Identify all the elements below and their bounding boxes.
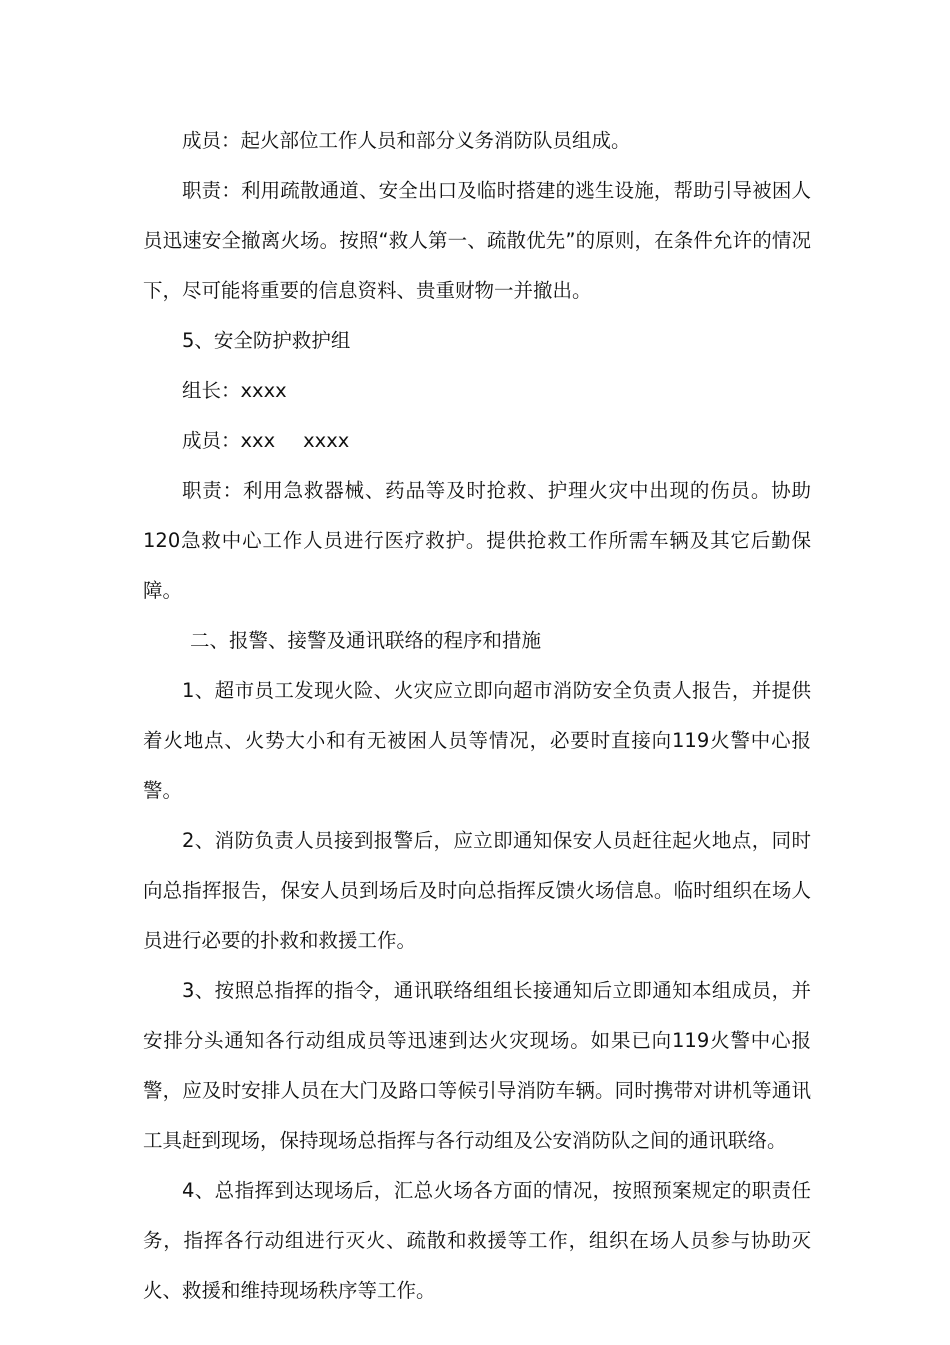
paragraph-step-1: 1、超市员工发现火险、火灾应立即向超市消防安全负责人报告，并提供着火地点、火势大小和有无被困人员等情况，必要时直接向119火警中心报警。 (143, 679, 811, 802)
paragraph-step-3: 3、按照总指挥的指令，通讯联络组组长接通知后立即通知本组成员，并安排分头通知各行动组成员等迅速到达火灾现场。如果已向119火警中心报警，应及时安排人员在大门及路口等候引导消防车辆。同时携带对讲机等通讯工具赶到现场，保持现场总指挥与各行动组及公安消防队之间的通讯联络。 (143, 979, 811, 1152)
group5-members-extra: xxxx (303, 429, 350, 452)
section-title-group5: 5、安全防护救护组 (182, 329, 351, 352)
document-body (143, 116, 811, 1316)
paragraph-group5-leader: 组长：xxxx (182, 379, 287, 402)
paragraph-members-evacuation: 成员：起火部位工作人员和部分义务消防队员组成。 (182, 129, 631, 152)
paragraph-step-4: 4、总指挥到达现场后，汇总火场各方面的情况，按照预案规定的职责任务，指挥各行动组进行灭火、疏散和救援等工作，组织在场人员参与协助灭火、救援和维持现场秩序等工作。 (143, 1179, 811, 1302)
paragraph-group5-duty: 职责：利用急救器械、药品等及时抢救、护理火灾中出现的伤员。协助120急救中心工作人员进行医疗救护。提供抢救工作所需车辆及其它后勤保障。 (143, 479, 811, 602)
section-title-alarm-procedures: 二、报警、接警及通讯联络的程序和措施 (190, 629, 542, 652)
paragraph-group5-members (143, 416, 811, 466)
group5-members-label: 成员：xxx (182, 429, 276, 452)
paragraph-step-2: 2、消防负责人员接到报警后，应立即通知保安人员赶往起火地点，同时向总指挥报告，保安人员到场后及时向总指挥反馈火场信息。临时组织在场人员进行必要的扑救和救援工作。 (143, 829, 811, 952)
paragraph-duty-evacuation: 职责：利用疏散通道、安全出口及临时搭建的逃生设施，帮助引导被困人员迅速安全撤离火场。按照“救人第一、疏散优先”的原则，在条件允许的情况下，尽可能将重要的信息资料、贵重财物一并撤出。 (143, 179, 811, 302)
